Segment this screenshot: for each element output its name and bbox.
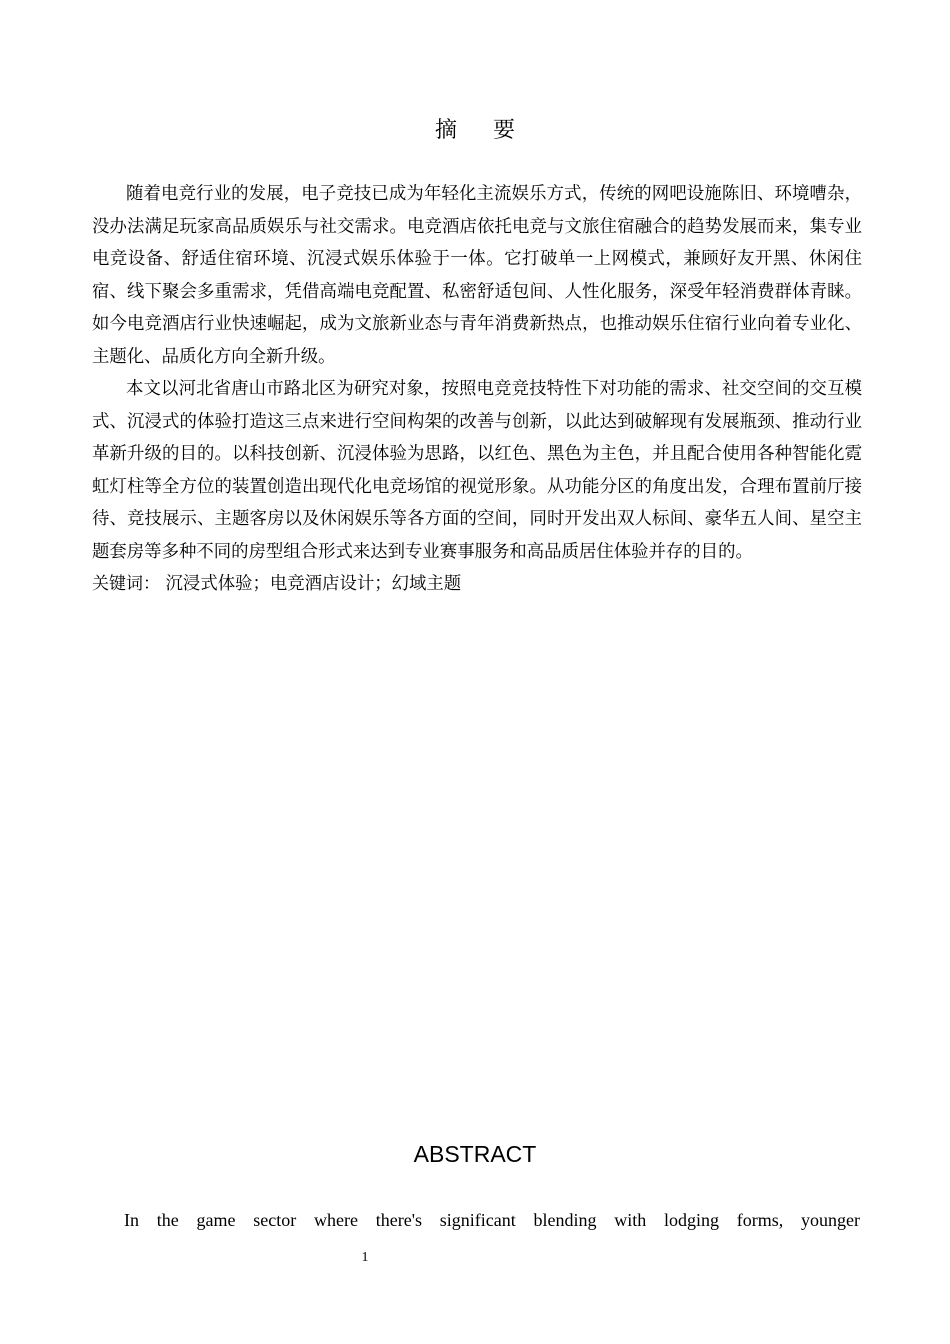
page-number: 1 <box>361 1250 369 1265</box>
keywords-label: 关键词： <box>92 574 160 594</box>
abstract-cn-paragraph-1: 随着电竞行业的发展，电子竞技已成为年轻化主流娱乐方式，传统的网吧设施陈旧、环境嘈杂，没办法满足玩家高品质娱乐与社交需求。电竞酒店依托电竞与文旅住宿融合的趋势发展而来，集专业电竞设备、舒适住宿环境、沉浸式娱乐体验于一体。它打破单一上网模式，兼顾好友开黑、休闲住宿、线下聚会多重需求，凭借高端电竞配置、私密舒适包间、人性化服务，深受年轻消费群体青睐。如今电竞酒店行业快速崛起，成为文旅新业态与青年消费新热点，也推动娱乐住宿行业向着专业化、主题化、品质化方向全新升级。 <box>92 184 862 367</box>
abstract-en-title: ABSTRACT <box>413 1141 537 1167</box>
abstract-cn-body <box>92 178 862 601</box>
abstract-cn-title: 摘要 <box>434 118 551 143</box>
abstract-cn-paragraph-2: 本文以河北省唐山市路北区为研究对象，按照电竞竞技特性下对功能的需求、社交空间的交互模式、沉浸式的体验打造这三点来进行空间构架的改善与创新，以此达到破解现有发展瓶颈、推动行业革新升级的目的。以科技创新、沉浸体验为思路，以红色、黑色为主色，并且配合使用各种智能化霓虹灯柱等全方位的装置创造出现代化电竞场馆的视觉形象。从功能分区的角度出发，合理布置前厅接待、竞技展示、主题客房以及休闲娱乐等各方面的空间，同时开发出双人标间、豪华五人间、星空主题套房等多种不同的房型组合形式来达到专业赛事服务和高品质居住体验并存的目的。 <box>92 379 862 562</box>
keywords-line <box>92 568 862 601</box>
keywords-text: 沉浸式体验；电竞酒店设计；幻域主题 <box>165 574 462 594</box>
abstract-en-paragraph: In the game sector where there's significant blending with lodging forms, younger <box>124 1210 860 1230</box>
